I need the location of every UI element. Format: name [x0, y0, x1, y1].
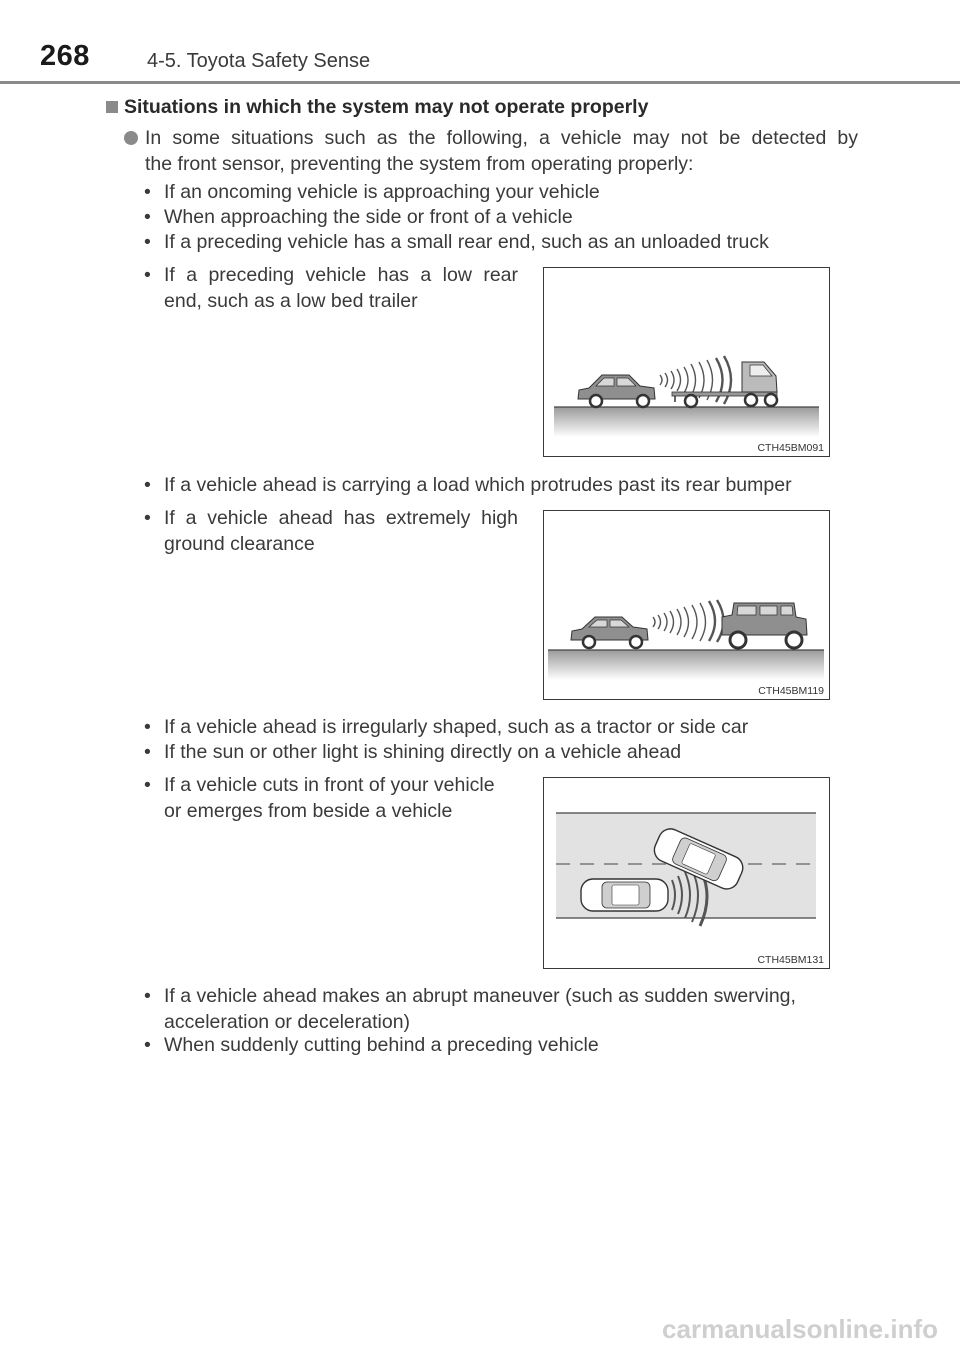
list-item: [144, 204, 573, 230]
bullet-marker: •: [144, 985, 151, 1007]
bullet-marker: •: [144, 741, 151, 763]
bullet-marker: •: [144, 181, 151, 203]
illustration-low-bed-trailer: [544, 268, 829, 456]
figure-caption: CTH45BM091: [757, 442, 824, 454]
list-item-text: If a vehicle cuts in front of your vehicle: [164, 774, 495, 796]
bullet-marker: •: [144, 1034, 151, 1056]
square-bullet-icon: [106, 101, 118, 113]
list-item: [144, 772, 518, 824]
heading-text: Situations in which the system may not operate properly: [124, 96, 649, 118]
figure-caption: CTH45BM131: [757, 954, 824, 966]
circle-bullet-icon: [124, 131, 138, 145]
list-item-text: If a vehicle ahead makes an abrupt maneuver (such as sudden swerving,: [164, 985, 796, 1007]
list-item: [144, 505, 518, 557]
bullet-marker: •: [144, 474, 151, 496]
intro-line-2: the front sensor, preventing the system from operating properly:: [145, 153, 694, 175]
intro-paragraph: [124, 125, 858, 177]
figure-cut-in-vehicle: [543, 777, 830, 969]
list-item-text: If a preceding vehicle has a low rear: [164, 264, 518, 286]
figure-low-bed-trailer: [543, 267, 830, 457]
bullet-marker: •: [144, 264, 151, 286]
bullet-marker: •: [144, 507, 151, 529]
list-item-text: If an oncoming vehicle is approaching your vehicle: [164, 181, 600, 203]
list-item: [144, 229, 769, 255]
section-heading: [106, 96, 648, 119]
section-title: 4-5. Toyota Safety Sense: [147, 50, 371, 72]
list-item-text: If a vehicle ahead is irregularly shaped, such as a tractor or side car: [164, 716, 749, 738]
list-item: [144, 739, 681, 765]
list-item-text: If a preceding vehicle has a small rear end, such as an unloaded truck: [164, 231, 769, 253]
bullet-marker: •: [144, 206, 151, 228]
list-item-text: If a vehicle ahead has extremely high: [164, 507, 518, 529]
list-item-text: If a vehicle ahead is carrying a load which protrudes past its rear bumper: [164, 474, 792, 496]
illustration-cut-in-vehicle: [544, 778, 829, 968]
figure-high-ground-clearance: [543, 510, 830, 700]
figure-caption: CTH45BM119: [758, 685, 824, 697]
bullet-marker: •: [144, 716, 151, 738]
list-item: [144, 983, 796, 1035]
illustration-high-ground-clearance: [544, 511, 829, 699]
list-item-text: When approaching the side or front of a vehicle: [164, 206, 573, 228]
bullet-marker: •: [144, 231, 151, 253]
page-number: 268: [40, 40, 90, 72]
list-item: [144, 262, 518, 314]
list-item-text: acceleration or deceleration): [164, 1011, 411, 1033]
header-divider: [0, 81, 960, 84]
list-item-text: When suddenly cutting behind a preceding vehicle: [164, 1034, 599, 1056]
watermark: carmanualsonline.info: [662, 1314, 938, 1344]
list-item: [144, 714, 748, 740]
bullet-marker: •: [144, 774, 151, 796]
list-item: [144, 472, 792, 498]
list-item: [144, 1032, 599, 1058]
list-item-text: end, such as a low bed trailer: [164, 290, 418, 312]
list-item-text: If the sun or other light is shining directly on a vehicle ahead: [164, 741, 682, 763]
list-item: [144, 179, 600, 205]
list-item-text: or emerges from beside a vehicle: [164, 800, 453, 822]
list-item-text: ground clearance: [164, 533, 315, 555]
intro-line-1: In some situations such as the following, a vehicle may not be detected by: [145, 127, 858, 149]
